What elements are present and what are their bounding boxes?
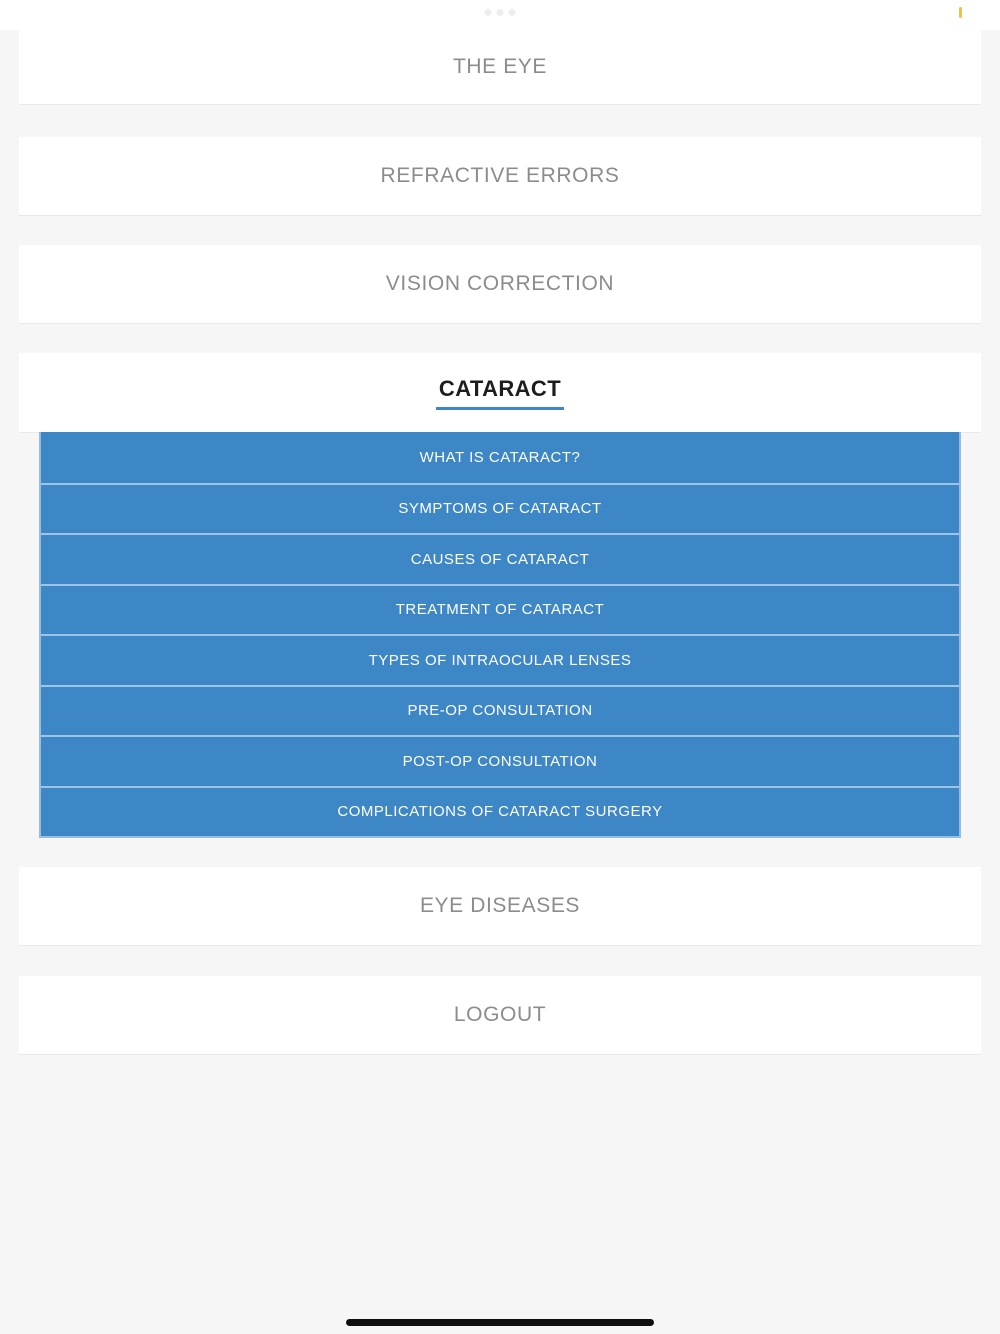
menu-item-label: EYE DISEASES [419, 894, 581, 917]
submenu-item-pre-op-consultation[interactable]: PRE-OP CONSULTATION [41, 685, 959, 736]
submenu-item-what-is-cataract[interactable]: WHAT IS CATARACT? [419, 448, 581, 466]
submenu-item-causes-of-cataract[interactable]: CAUSES OF CATARACT [41, 533, 959, 584]
cataract-submenu-panel [39, 432, 961, 838]
dot-icon [509, 9, 516, 16]
submenu-item-treatment-of-cataract[interactable]: TREATMENT OF CATARACT [41, 584, 959, 635]
submenu-item-post-op-consultation[interactable]: POST-OP CONSULTATION [41, 735, 959, 786]
menu-item-refractive-errors[interactable] [19, 137, 981, 215]
submenu-item-complications-of-cataract-surgery[interactable]: COMPLICATIONS OF CATARACT SURGERY [41, 786, 959, 837]
top-status-bar [0, 0, 1000, 30]
dot-icon [485, 9, 492, 16]
submenu-item-symptoms-of-cataract[interactable]: SYMPTOMS OF CATARACT [41, 483, 959, 534]
menu-item-label: VISION CORRECTION [385, 272, 615, 295]
menu-item-eye-diseases[interactable] [19, 867, 981, 945]
home-indicator-bar[interactable] [346, 1319, 654, 1326]
menu-item-label: REFRACTIVE ERRORS [380, 164, 620, 187]
menu-item-label: LOGOUT [453, 1003, 547, 1026]
menu-item-cataract-active[interactable] [19, 353, 981, 432]
app-switcher-dots-icon[interactable] [485, 9, 516, 16]
menu-item-label: THE EYE [452, 55, 548, 78]
submenu-item-types-of-intraocular-lenses[interactable]: TYPES OF INTRAOCULAR LENSES [41, 634, 959, 685]
menu-item-vision-correction[interactable] [19, 245, 981, 323]
menu-item-the-eye[interactable] [19, 30, 981, 104]
dot-icon [497, 9, 504, 16]
menu-item-label-active: CATARACT [436, 376, 564, 410]
menu-item-logout[interactable] [19, 976, 981, 1054]
yellow-marker-icon [959, 7, 962, 18]
